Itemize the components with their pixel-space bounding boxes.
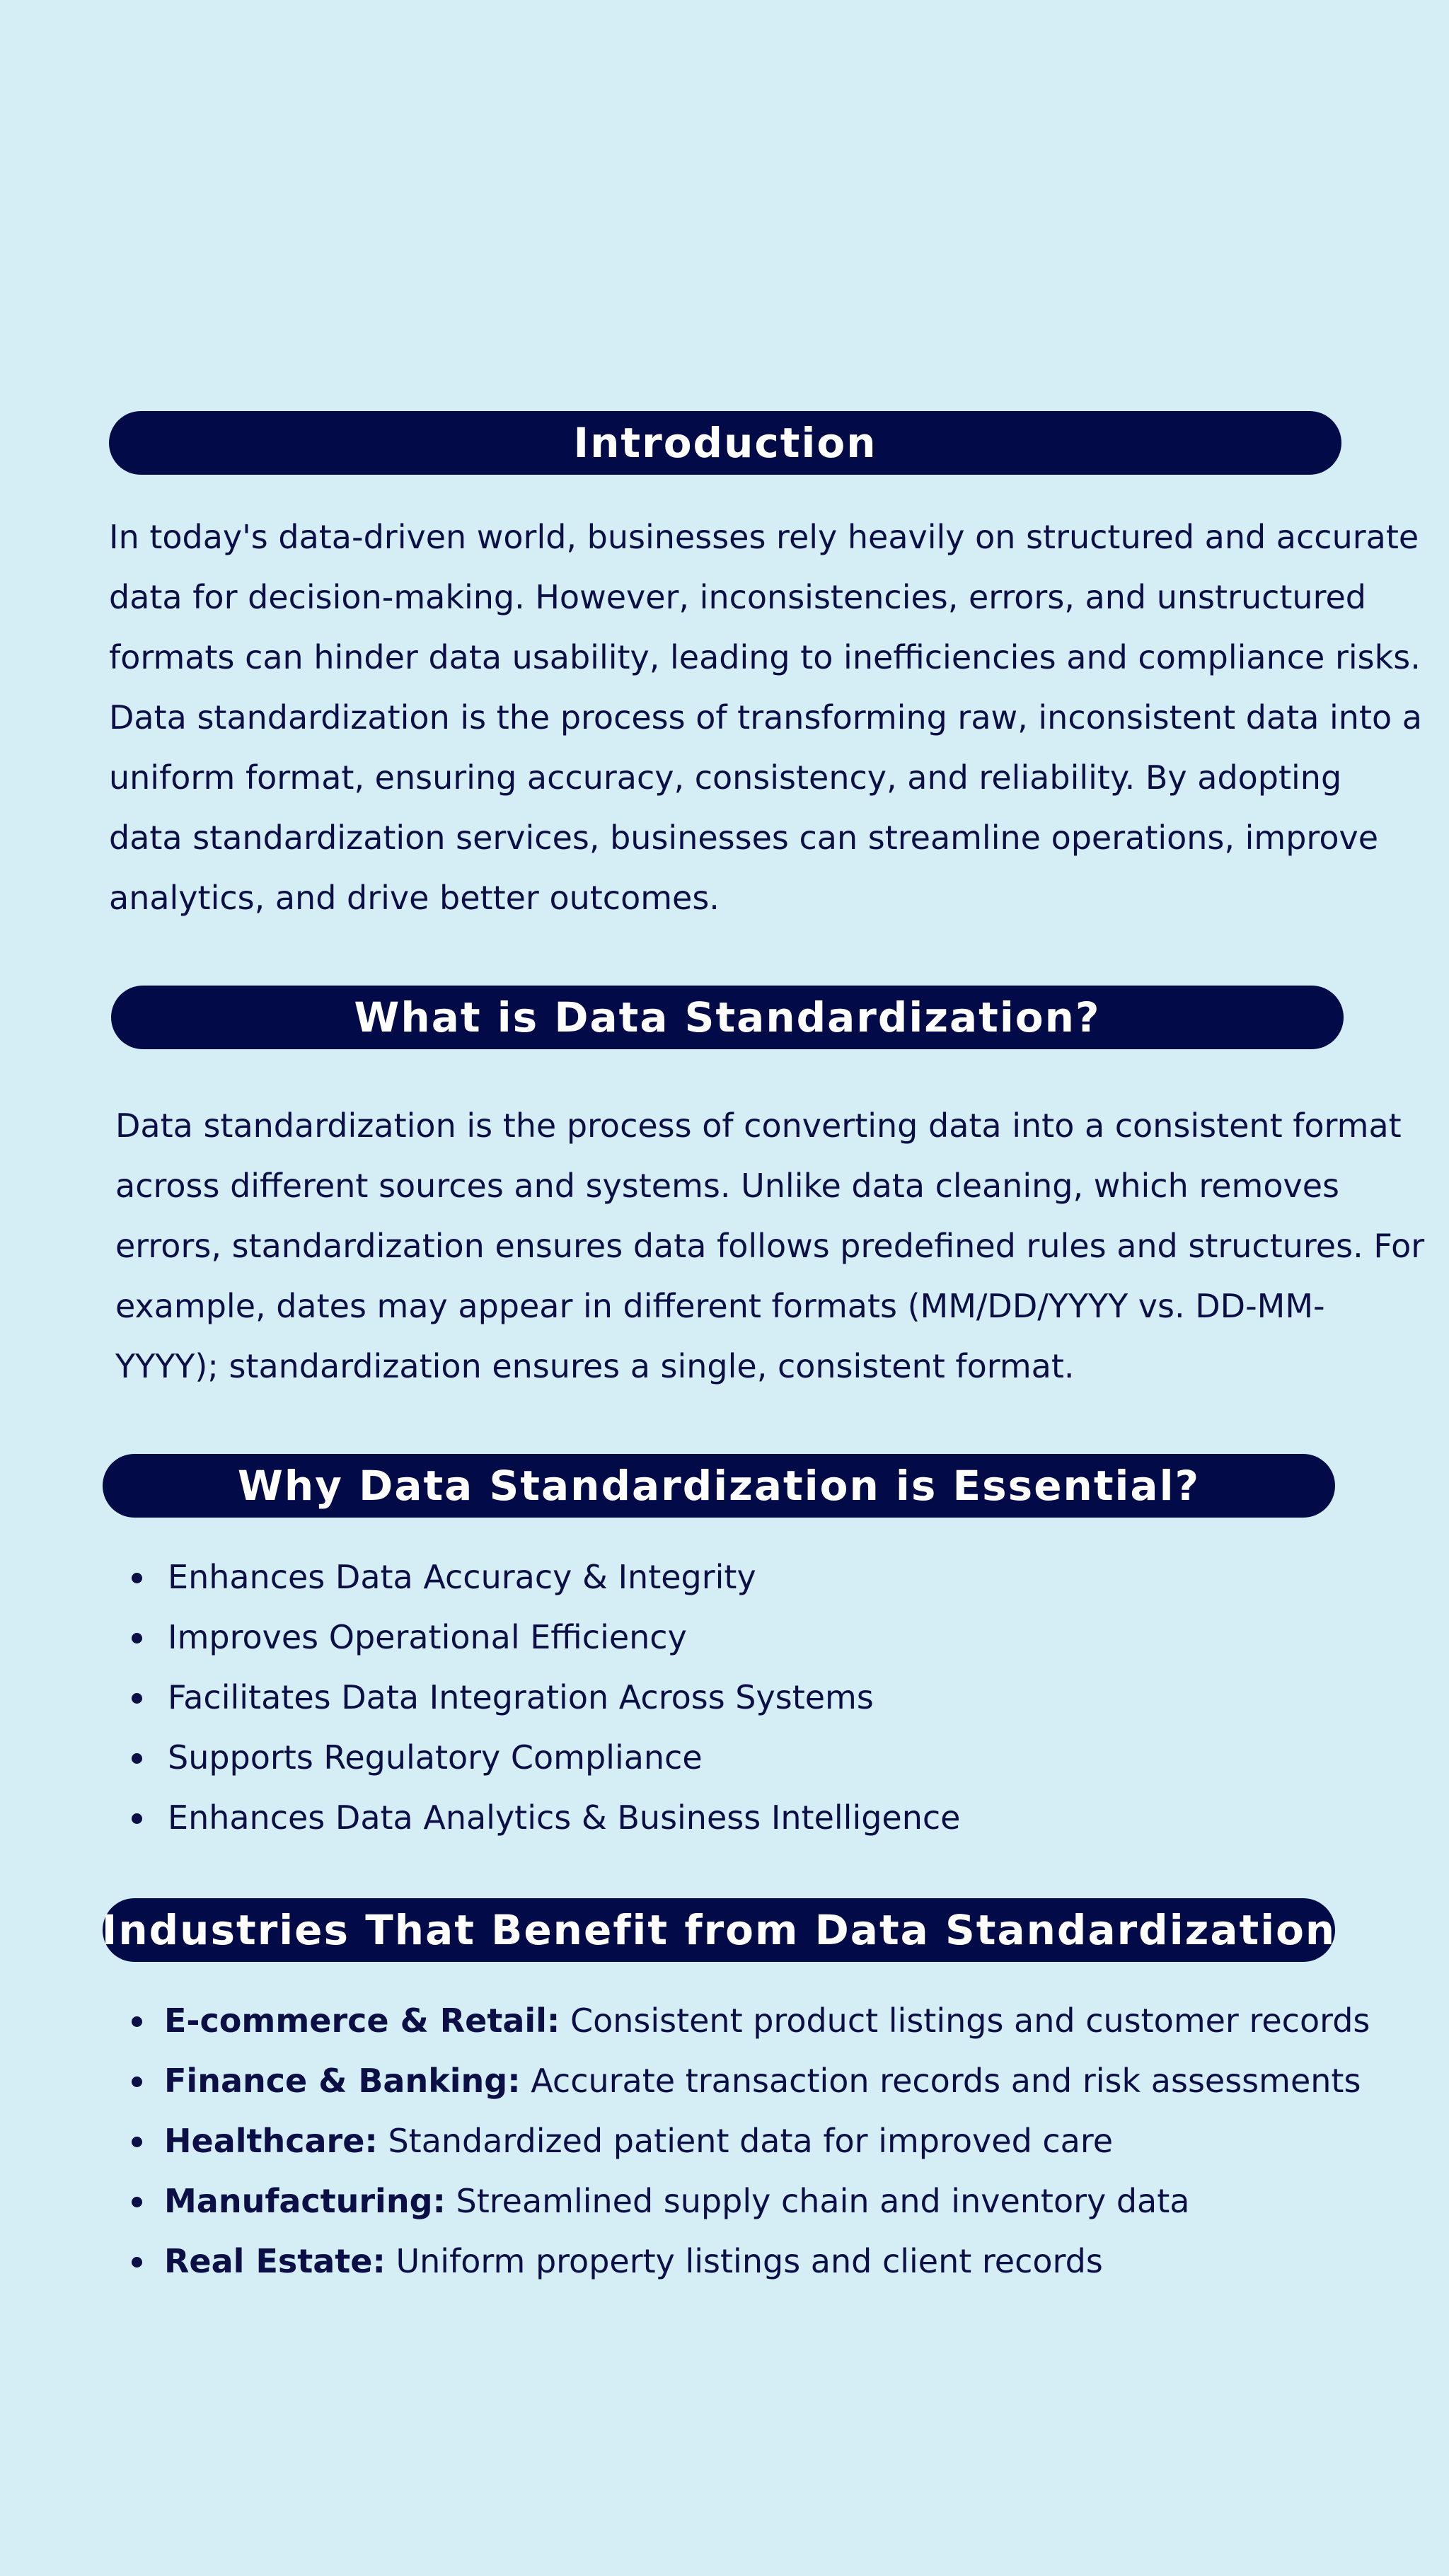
list-item: Facilitates Data Integration Across Systems	[168, 1668, 960, 1728]
list-item	[164, 2111, 1370, 2171]
bullet-icon	[132, 2197, 142, 2207]
bullet-icon	[132, 1693, 142, 1704]
industry-text: Standardized patient data for improved care	[377, 2122, 1114, 2160]
introduction-heading: Introduction	[573, 419, 877, 467]
industry-label: Finance & Banking:	[164, 2062, 521, 2100]
industries-heading: Industries That Benefit from Data Standardization	[101, 1906, 1337, 1954]
introduction-line: data for decision-making. However, inconsistencies, errors, and unstructured	[109, 578, 1366, 616]
industry-label: E-commerce & Retail:	[164, 2002, 560, 2040]
industries-list	[164, 1991, 1370, 2292]
what-is-paragraph	[115, 1096, 1424, 1397]
introduction-heading-banner	[109, 411, 1341, 475]
industry-label: Healthcare:	[164, 2122, 378, 2160]
list-item: Enhances Data Accuracy & Integrity	[168, 1547, 960, 1607]
what-is-heading: What is Data Standardization?	[354, 993, 1101, 1041]
bullet-icon	[132, 2016, 142, 2027]
why-essential-heading-banner	[103, 1454, 1335, 1518]
what-is-line: across different sources and systems. Unlike data cleaning, which removes	[115, 1167, 1339, 1205]
industry-label: Manufacturing:	[164, 2182, 446, 2220]
what-is-line: YYYY); standardization ensures a single, consistent format.	[115, 1347, 1075, 1385]
what-is-line: errors, standardization ensures data follows predefined rules and structures. For	[115, 1227, 1425, 1265]
list-item	[164, 2171, 1370, 2231]
industry-text: Uniform property listings and client records	[385, 2242, 1103, 2280]
why-essential-list	[168, 1547, 960, 1848]
industry-text: Streamlined supply chain and inventory data	[445, 2182, 1190, 2220]
introduction-line: In today's data-driven world, businesses rely heavily on structured and accurate	[109, 518, 1419, 556]
introduction-paragraph	[109, 507, 1422, 928]
bullet-icon	[132, 1753, 142, 1764]
introduction-line: formats can hinder data usability, leading to inefficiencies and compliance risks.	[109, 638, 1421, 676]
list-item	[164, 2051, 1370, 2111]
introduction-line: Data standardization is the process of transforming raw, inconsistent data into a	[109, 698, 1422, 737]
bullet-icon	[132, 1813, 142, 1824]
list-item: Enhances Data Analytics & Business Intelligence	[168, 1788, 960, 1848]
what-is-line: example, dates may appear in different formats (MM/DD/YYYY vs. DD-MM-	[115, 1287, 1325, 1325]
bullet-icon	[132, 2077, 142, 2087]
bullet-icon	[132, 2137, 142, 2147]
list-item	[164, 1991, 1370, 2051]
industries-heading-banner	[103, 1898, 1335, 1962]
bullet-icon	[132, 1633, 142, 1644]
bullet-icon	[132, 2257, 142, 2268]
bullet-icon	[132, 1573, 142, 1583]
introduction-line: analytics, and drive better outcomes.	[109, 879, 720, 917]
why-essential-heading: Why Data Standardization is Essential?	[237, 1462, 1201, 1510]
introduction-line: data standardization services, businesses can streamline operations, improve	[109, 819, 1378, 857]
what-is-heading-banner	[111, 986, 1344, 1049]
list-item: Improves Operational Efficiency	[168, 1607, 960, 1668]
industry-text: Accurate transaction records and risk assessments	[520, 2062, 1361, 2100]
industry-label: Real Estate:	[164, 2242, 386, 2280]
list-item: Supports Regulatory Compliance	[168, 1728, 960, 1788]
list-item	[164, 2231, 1370, 2292]
what-is-line: Data standardization is the process of converting data into a consistent format	[115, 1107, 1402, 1145]
introduction-line: uniform format, ensuring accuracy, consistency, and reliability. By adopting	[109, 758, 1342, 797]
industry-text: Consistent product listings and customer records	[560, 2002, 1370, 2040]
